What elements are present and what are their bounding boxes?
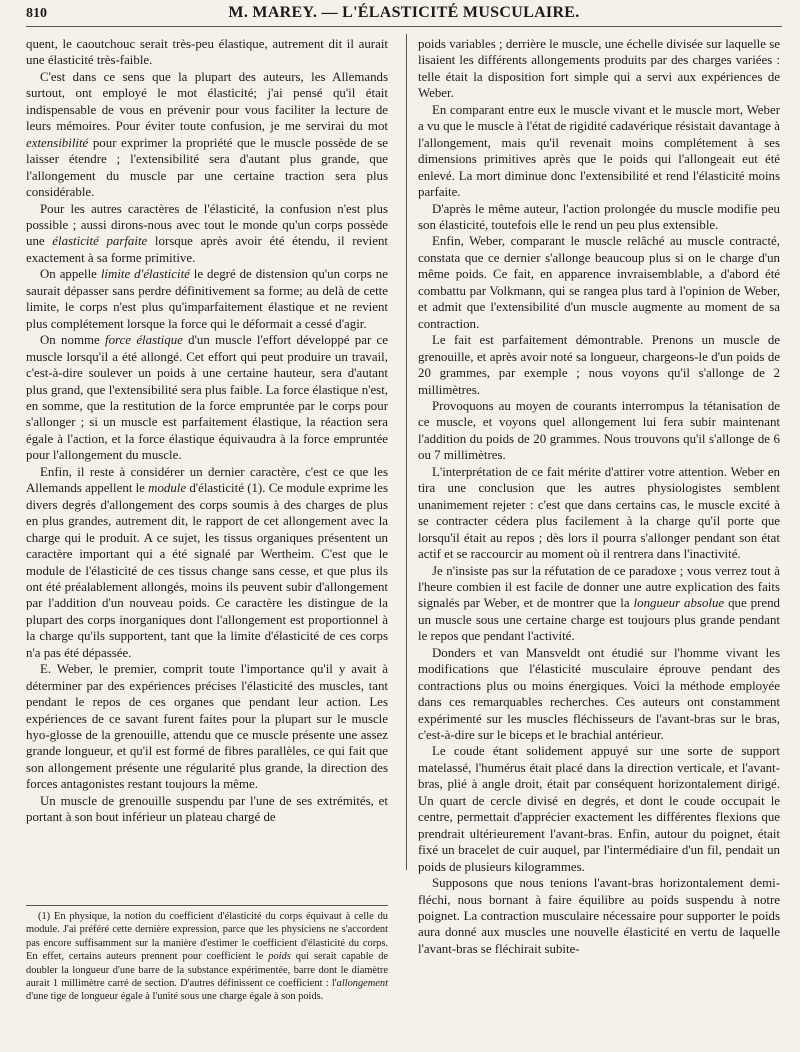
paragraph xyxy=(26,36,388,69)
paragraph xyxy=(26,266,388,332)
text-run: qui serait capable de doubler la longueur d'une barre de la substance expérimentée, barre dont le diamètre aurait 1 millimètre carré de section. D'autres définissent ce coefficient : l' xyxy=(26,951,388,990)
italic-term: limite d'élasticité xyxy=(100,267,190,282)
paragraph xyxy=(418,875,780,957)
paragraph xyxy=(418,645,780,744)
text-run: L'interprétation de ce fait mérite d'attirer votre attention. Weber en tira une conclusion que les autres physiologistes semblent unanimement rejeter : c'est que dans certains cas, le muscle excité à se contracter cédera plus facilement à la charge qu'il porte que lorsqu'il était au repos ; dès lors il pourra s'allonger pendant son état actif et se raccourcir au moment où il rentrera dans l'inactivité. xyxy=(418,464,780,562)
paragraph xyxy=(26,332,388,464)
text-run: Le fait est parfaitement démontrable. Prenons un muscle de grenouille, et après avoir noté sa longueur, chargeons-le d'un poids de 20 grammes, par exemple ; nous voyons qu'il s'allonge de 2 millimètres. xyxy=(418,333,780,397)
text-run: pour exprimer la propriété que le muscle possède de se laisser étendre ; l'extensibilité sera d'autant plus grande, que l'allongement du muscle par une certaine traction sera plus considérable. xyxy=(26,135,388,200)
paragraph xyxy=(26,464,388,661)
text-run: que prend un muscle sous une certaine charge est toujours plus grande pendant le repos que pendant l'activité. xyxy=(418,596,780,644)
running-title: M. MAREY. — L'ÉLASTICITÉ MUSCULAIRE. xyxy=(228,4,580,21)
text-run: Je n'insiste pas sur la réfutation de ce paradoxe ; vous verrez tout à l'heure combien il est facile de donner une autre explication des faits signalés par Weber, et de montrer que la xyxy=(418,563,780,611)
paragraph xyxy=(26,69,388,201)
text-run: lorsque après avoir été étendu, il revient exactement à sa forme primitive. xyxy=(26,234,388,265)
text-run: On appelle xyxy=(40,267,101,282)
paragraph xyxy=(418,743,780,875)
paragraph xyxy=(418,464,780,563)
column-divider xyxy=(406,34,407,870)
italic-term: module xyxy=(148,481,187,496)
text-run: le degré de distension qu'un corps ne saurait dépasser sans perdre définitivement sa forme; au delà de cette limite, le corps n'est plus qu'imparfaitement élastique et ne revient plus complétement lorsque la force qui le déformait a cessé d'agir. xyxy=(26,267,388,331)
paragraph xyxy=(26,201,388,267)
text-run: En comparant entre eux le muscle vivant et le muscle mort, Weber a vu que le muscle à l'état de rigidité cadavérique résistait davantage à l'allongement, mais qu'il revenait moins complétement à ses dimensions primitives après que le poids qui l'allongeait eut été enlevé. La mort diminue donc l'extensibilité et rend l'élasticité moins parfaite. xyxy=(418,102,780,200)
text-run: Donders et van Mansveldt ont étudié sur l'homme vivant les modifications que l'élasticité musculaire éprouve pendant des contractions plus ou moins énergiques. Voici la méthode employée dans ces remarquables recherches. Ces auteurs ont constamment expérimenté sur les muscles fléchisseurs de l'avant-bras sur le bras, c'est-à-dire sur le biceps et le brachial antérieur. xyxy=(418,645,780,743)
text-run: poids variables ; derrière le muscle, une échelle divisée sur laquelle se lisaient les différents allongements produits par des charges variées : telle était la disposition fort simple qui a servi aux expériences de Weber. xyxy=(418,37,780,101)
paragraph xyxy=(418,563,780,645)
italic-term: extensibilité xyxy=(26,135,89,150)
right-column xyxy=(418,36,780,957)
page-header xyxy=(26,4,782,27)
text-run: d'élasticité (1). Ce module exprime les divers degrés d'allongement des corps soumis à des charges de plus en plus grandes, autrement dit, le rapport de cet allongement avec la charge qui le produit. A ce sujet, les tissus organiques présentent un caractère important qui a été signalé par Wertheim. C'est que le module de l'élasticité de ces tissus change sans cesse, et que plus ils ont été préalablement allongés, moins ils peuvent subir d'allongement par l'addition d'un nouveau poids. Ce caractère les distingue de la plupart des corps inorganiques dont l'allongement est proportionnel à la charge qu'ils supportent, tant que la limite d'élasticité de ces corps n'a pas été dépassée. xyxy=(26,481,388,660)
italic-term: poids xyxy=(268,951,291,963)
text-run: D'après le même auteur, l'action prolongée du muscle modifie peu son élasticité, toutefois elle le rend un peu plus extensible. xyxy=(418,201,780,232)
paragraph xyxy=(418,102,780,201)
paragraph xyxy=(418,233,780,332)
text-run: Supposons que nous tenions l'avant-bras horizontalement demi-fléchi, nous bornant à faire équilibre au poids suspendu à notre poignet. La contraction musculaire nécessaire pour supporter le poids aura donné aux muscles une nouvelle élasticité en vertu de laquelle l'avant-bras se fléchirait subite- xyxy=(418,876,780,956)
text-run: C'est dans ce sens que la plupart des auteurs, les Allemands surtout, ont employé le mot élasticité; j'ai pensé qu'il était indispensable de vous en prévenir pour vous faciliter la lecture de leurs mémoires. Pour éviter toute confusion, je me servirai du mot xyxy=(26,69,388,134)
paragraph xyxy=(26,661,388,793)
paragraph xyxy=(418,36,780,102)
paragraph xyxy=(26,793,388,826)
paragraph xyxy=(418,332,780,398)
page-number: 810 xyxy=(26,6,47,21)
text-run: quent, le caoutchouc serait très-peu élastique, autrement dit il aurait une élasticité très-faible. xyxy=(26,37,388,68)
italic-term: longueur absolue xyxy=(633,596,725,611)
text-run: On nomme xyxy=(40,333,106,348)
text-run: Un muscle de grenouille suspendu par l'une de ses extrémités, et portant à son bout inférieur un plateau chargé de xyxy=(26,793,388,825)
text-run: (1) En physique, la notion du coefficient d'élasticité du corps équivaut à celle du module. J'ai préféré cette dernière expression, parce que les physiciens ne s'accordent pas encore suffisamment sur la manière d'estimer le coefficient d'élasticité du corps. En effet, certains auteurs prennent pour coefficient le xyxy=(26,911,388,963)
text-run: E. Weber, le premier, comprit toute l'importance qu'il y avait à déterminer par des expériences précises l'élasticité des muscles, tant pendant le repos de ces organes que pendant leur action. Les expériences de ce savant furent faites pour la plupart sur le muscle hyo-glosse de la grenouille, attendu que ce muscle présente une assez grande longueur, et qu'il est formé de fibres parallèles, ce qui fait que son allongement présente une régularité plus grande, la direction des forces antagonistes restant toujours la même. xyxy=(26,662,388,792)
text-run: Le coude étant solidement appuyé sur une sorte de support matelassé, l'humérus était placé dans la direction verticale, et l'avant-bras, plié à angle droit, était par conséquent horizontalement dirigé. Un quart de cercle divisé en degrés, et dont le coude occupait le centre, permettait d'apprécier exactement les différentes flexions que prendrait ultérieurement l'avant-bras. Enfin, autour du poignet, était fixé un bracelet de cuir auquel, par l'intermédiaire d'un fil, pendait un poids de plusieurs kilogrammes. xyxy=(418,744,780,874)
paragraph xyxy=(418,398,780,464)
paragraph xyxy=(418,201,780,234)
text-run: d'un muscle l'effort développé par ce muscle lorsqu'il a été allongé. Cet effort qui peut produire un travail, c'est-à-dire soulever un poids à une certaine hauteur, sera d'autant plus grand, que l'extensibilité sera plus faible. La force élastique n'est, en somme, que la restitution de la force empruntée par le corps pour s'allonger ; si un muscle est parfaitement élastique, la réaction sera égale à l'action, et la force élastique équivaudra à la force empruntée pour l'allongement du muscle. xyxy=(26,333,388,463)
text-run: d'une tige de longueur égale à l'unité sous une charge égale à son poids. xyxy=(26,991,324,1003)
italic-term: allongement xyxy=(336,978,388,990)
footnote-text xyxy=(26,910,388,1004)
text-run: Enfin, il reste à considérer un dernier caractère, c'est ce que les Allemands appellent le xyxy=(26,464,388,496)
text-run: Provoquons au moyen de courants interrompus la tétanisation de ce muscle, et voyons quel allongement lui fera subir maintenant l'addition du poids de 20 grammes. Nous trouvons qu'il s'allonge de 6 ou 7 millimètres. xyxy=(418,398,780,463)
italic-term: élasticité parfaite xyxy=(52,234,148,249)
text-run: Enfin, Weber, comparant le muscle relâché au muscle contracté, constata que ce dernier s'allonge beaucoup plus si on le charge d'un même poids. Ce fait, en apparence invraisemblable, a d'abord été combattu par Volkmann, qui se rangea plus tard à l'opinion de Weber, et admit que l'extensibilité d'un muscle augmente au moment de sa contraction. xyxy=(418,234,780,331)
italic-term: force élastique xyxy=(105,333,183,348)
footnote xyxy=(26,905,388,1004)
left-column xyxy=(26,36,388,826)
text-run: Pour les autres caractères de l'élasticité, la confusion n'est plus possible ; aussi dirons-nous avec tout le monde qu'un corps possède une xyxy=(26,201,388,249)
